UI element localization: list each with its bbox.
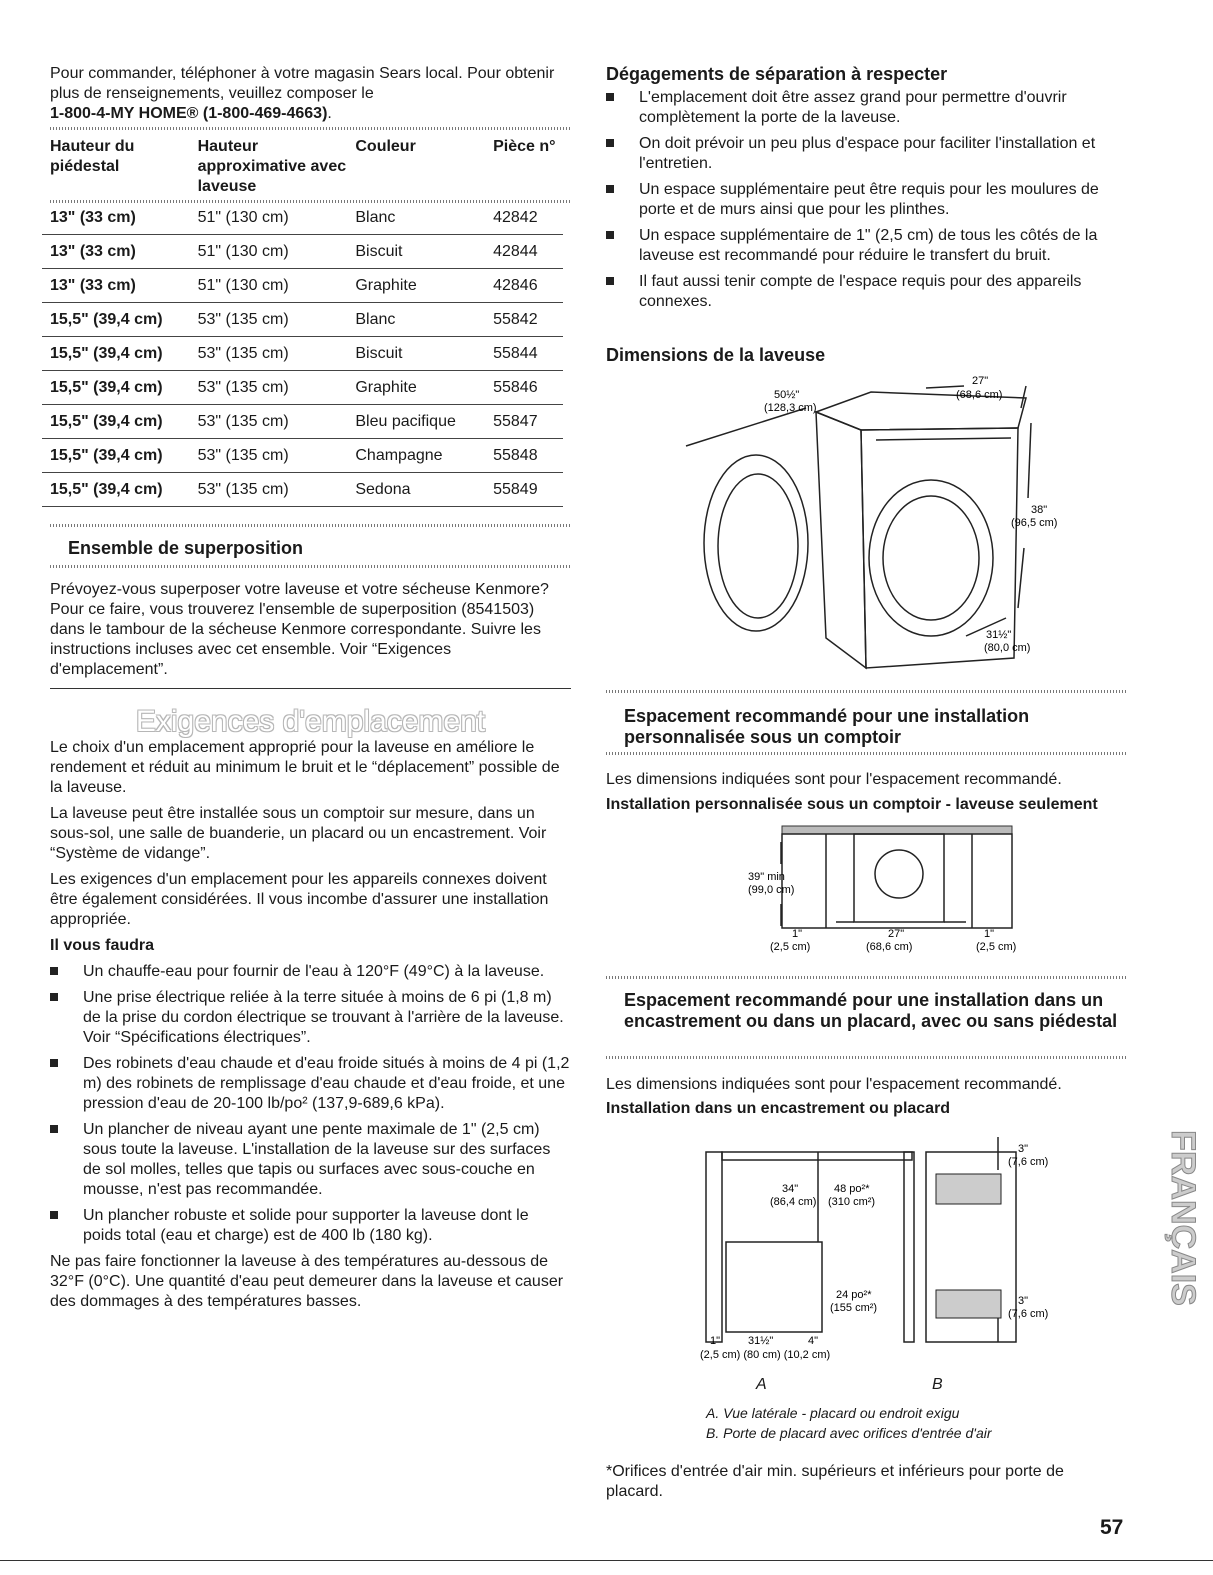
list-item: Un chauffe-eau pour fournir de l'eau à 120°F (49°C) à la laveuse. (50, 962, 570, 982)
list-item: Un plancher robuste et solide pour supporter la laveuse dont le poids total (eau et charge) est de 400 lb (180 kg). (50, 1206, 570, 1246)
table-row (42, 439, 563, 473)
table-row (42, 405, 563, 439)
door-open-label: 50½" (774, 389, 800, 401)
list-item: L'emplacement doit être assez grand pour permettre d'ouvrir complètement la porte de la laveuse. (606, 88, 1121, 128)
table-cell: 51" (130 cm) (190, 201, 348, 235)
width-label: 27" (972, 375, 989, 387)
list-item: On doit prévoir un peu plus d'espace pour faciliter l'installation et l'entretien. (606, 134, 1121, 174)
vent-top-cm: (310 cm²) (828, 1196, 876, 1208)
closet-title: Espacement recommandé pour une installation dans un encastrement ou dans un placard, avec ou sans piédestal (624, 990, 1118, 1031)
location-p3: Les exigences d'un emplacement pour les appareils connexes doivent être également considérées. Il vous incombe d'assurer une installation appropriée. (50, 871, 549, 928)
min-height-cm: (99,0 cm) (748, 884, 795, 896)
table-cell: 53" (135 cm) (190, 303, 348, 337)
open-door (704, 455, 808, 631)
table-cell: Sedona (347, 473, 485, 507)
counter-width-cm: (68,6 cm) (866, 941, 913, 953)
page-number: 57 (1100, 1516, 1124, 1539)
label-a: A (756, 1376, 767, 1393)
table-cell: 55842 (485, 303, 563, 337)
location-p4: Ne pas faire fonctionner la laveuse à des températures au-dessous de 32°F (0°C). Une quantité d'eau peut demeurer dans la laveuse et causer des dommages à des températures basses. (50, 1253, 564, 1310)
height-dim-line-top (1028, 423, 1031, 498)
table-cell: 13" (33 cm) (42, 269, 190, 303)
divider (606, 752, 1127, 755)
table-cell: Blanc (347, 303, 485, 337)
washer-side-view (726, 1242, 822, 1332)
table-cell: 15,5" (39,4 cm) (42, 371, 190, 405)
table-cell: 13" (33 cm) (42, 201, 190, 235)
table-cell: 15,5" (39,4 cm) (42, 439, 190, 473)
label-b: B (932, 1376, 943, 1393)
location-section (50, 738, 570, 1312)
table-cell: 15,5" (39,4 cm) (42, 405, 190, 439)
list-item: Un espace supplémentaire de 1" (2,5 cm) de tous les côtés de la laveuse est recommandé pour réduire le transfert du bruit. (606, 226, 1121, 266)
table-cell: Graphite (347, 269, 485, 303)
list-item: Des robinets d'eau chaude et d'eau froide situés à moins de 4 pi (1,2 m) des robinets de remplissage d'eau chaude et d'eau froide, et une pression d'eau de 20-100 lb/po² (137,9-689,6 kPa). (50, 1054, 570, 1114)
gap-top-cm: (7,6 cm) (1008, 1156, 1049, 1168)
table-cell: 53" (135 cm) (190, 371, 348, 405)
open-door-inner (718, 474, 798, 618)
table-cell: Bleu pacifique (347, 405, 485, 439)
table-cell: Blanc (347, 201, 485, 235)
table-row (42, 269, 563, 303)
side-gap-left: 1" (792, 928, 803, 940)
bottom-rule (0, 1560, 1213, 1561)
table-cell: 55849 (485, 473, 563, 507)
washer-dimensions-diagram (666, 368, 1058, 688)
need-title: Il vous faudra (50, 937, 155, 954)
clearance-list (606, 88, 1121, 318)
list-item: Une prise électrique reliée à la terre située à moins de 6 pi (1,8 m) de la prise du cordon électrique se trouvant à l'arrière de la laveuse. Voir “Spécifications électriques”. (50, 988, 570, 1048)
min-height-label: 39" min (748, 871, 785, 883)
table-cell: 55848 (485, 439, 563, 473)
table-header-row (42, 131, 563, 201)
washer-front-small (854, 834, 944, 922)
col-header: Pièce n° (493, 138, 556, 155)
stacking-title: Ensemble de superposition (68, 538, 304, 558)
closet-note: Les dimensions indiquées sont pour l'espacement recommandé. (606, 1076, 1062, 1093)
order-phone: 1-800-4-MY HOME® (1-800-469-4663) (50, 105, 328, 122)
divider (50, 200, 571, 203)
stacking-text: Prévoyez-vous superposer votre laveuse et votre sécheuse Kenmore? Pour ce faire, vous trouverez l'ensemble de superposition (8541503) dans le tambour de la sécheuse Kenmore correspondante. Suivre les instructions incluses avec cet ensemble. Voir “Exigences d'emplacement”. (50, 581, 549, 678)
caption-a: A. Vue latérale - placard ou endroit exigu (706, 1405, 960, 1421)
divider (50, 688, 571, 689)
list-item: Un espace supplémentaire peut être requis pour les moulures de porte et de murs ainsi que pour les plinthes. (606, 180, 1121, 220)
gap-bottom-cm: (7,6 cm) (1008, 1308, 1049, 1320)
language-side-tab (1152, 1083, 1202, 1353)
height-34: 34" (782, 1183, 799, 1195)
table-cell: 55844 (485, 337, 563, 371)
divider (606, 690, 1127, 693)
side-gap-left-cm: (2,5 cm) (770, 941, 811, 953)
table-row (42, 303, 563, 337)
side-gap-right: 1" (984, 928, 995, 940)
table-cell: 55846 (485, 371, 563, 405)
divider (50, 524, 571, 527)
dimensions-title: Dimensions de la laveuse (606, 345, 826, 365)
washer-door-small (875, 850, 923, 898)
counter-subtitle: Installation personnalisée sous un comptoir - laveuse seulement (606, 796, 1098, 813)
table-row (42, 235, 563, 269)
table-row (42, 371, 563, 405)
table-cell: 53" (135 cm) (190, 337, 348, 371)
height-34-cm: (86,4 cm) (770, 1196, 817, 1208)
gap-bottom: 3" (1018, 1295, 1029, 1307)
order-intro (50, 64, 570, 124)
needs-list (50, 962, 570, 1246)
width-dim-line (926, 386, 964, 388)
counter-width: 27" (888, 928, 905, 940)
bottom-dim-4: 4" (808, 1335, 819, 1347)
table-cell: 15,5" (39,4 cm) (42, 473, 190, 507)
col-header: Hauteur approximative avec laveuse (197, 138, 347, 195)
under-counter-diagram (726, 822, 1026, 962)
table-cell: 55847 (485, 405, 563, 439)
list-item: Il faut aussi tenir compte de l'espace requis pour des appareils connexes. (606, 272, 1121, 312)
bottom-dim-315: 31½" (748, 1335, 774, 1347)
table-row (42, 473, 563, 507)
side-gap-right-cm: (2,5 cm) (976, 941, 1017, 953)
closet-footnote: *Orifices d'entrée d'air min. supérieurs et inférieurs pour porte de placard. (606, 1463, 1064, 1500)
vent-bottom-label: 24 po²* (836, 1289, 872, 1301)
table-cell: 51" (130 cm) (190, 235, 348, 269)
pedestal-table-body (42, 201, 563, 507)
table-cell: 15,5" (39,4 cm) (42, 303, 190, 337)
width-cm: (68,6 cm) (956, 389, 1003, 401)
table-cell: Biscuit (347, 337, 485, 371)
clearance-title: Dégagements de séparation à respecter (606, 64, 948, 84)
side-tab-label: FRANÇAIS (1164, 1130, 1202, 1306)
table-cell: 42846 (485, 269, 563, 303)
bottom-dim-1: 1" (710, 1335, 721, 1347)
table-cell: Biscuit (347, 235, 485, 269)
door-open-cm: (128,3 cm) (764, 402, 817, 414)
vent-bottom (936, 1290, 1001, 1318)
depth-cm: (80,0 cm) (984, 642, 1031, 654)
location-title: Exigences d'emplacement (135, 705, 486, 738)
table-cell: 51" (130 cm) (190, 269, 348, 303)
counter-note: Les dimensions indiquées sont pour l'espacement recommandé. (606, 771, 1062, 788)
washer-side (816, 412, 866, 668)
caption-b: B. Porte de placard avec orifices d'entrée d'air (706, 1425, 992, 1441)
control-panel-line (876, 438, 1011, 440)
table-cell: 53" (135 cm) (190, 405, 348, 439)
pedestal-table (42, 131, 563, 507)
height-label: 38" (1031, 504, 1048, 516)
table-cell: 13" (33 cm) (42, 235, 190, 269)
closet-diagram (686, 1132, 1056, 1372)
vent-top-label: 48 po²* (834, 1183, 870, 1195)
table-row (42, 201, 563, 235)
divider (50, 127, 571, 130)
divider (50, 565, 571, 568)
countertop (782, 826, 1012, 834)
bottom-dim-cm: (2,5 cm) (80 cm) (10,2 cm) (700, 1349, 831, 1361)
counter-title: Espacement recommandé pour une installation personnalisée sous un comptoir (624, 706, 1030, 747)
vent-top (936, 1174, 1001, 1204)
list-item: Un plancher de niveau ayant une pente maximale de 1" (2,5 cm) sous toute la laveuse. L'installation de la laveuse sur des surfaces de sol molles, telles que tapis ou surfaces avec sous-couche en mousse, n'est pas recommandée. (50, 1120, 570, 1200)
location-p1: Le choix d'un emplacement approprié pour la laveuse en améliore le rendement et réduit au minimum le bruit et le “déplacement” possible de la laveuse. (50, 739, 560, 796)
height-dim-line-bot (1018, 548, 1024, 608)
col-header: Hauteur du piédestal (50, 138, 135, 175)
table-cell: 53" (135 cm) (190, 439, 348, 473)
table-cell: 42844 (485, 235, 563, 269)
washer-door-window (883, 496, 979, 620)
divider (606, 1056, 1127, 1059)
col-header: Couleur (355, 138, 416, 155)
depth-label: 31½" (986, 629, 1012, 641)
order-intro-text: Pour commander, téléphoner à votre magasin Sears local. Pour obtenir plus de renseignements, veuillez composer le (50, 65, 555, 102)
divider (606, 976, 1127, 979)
table-cell: 53" (135 cm) (190, 473, 348, 507)
closet-wall (706, 1152, 722, 1342)
table-cell: 42842 (485, 201, 563, 235)
table-cell: 15,5" (39,4 cm) (42, 337, 190, 371)
height-cm: (96,5 cm) (1011, 517, 1058, 529)
cabinet-frame (782, 834, 1012, 928)
closet-shelf (722, 1152, 912, 1160)
closet-door-edge (904, 1152, 914, 1342)
order-phone-end: . (327, 105, 332, 122)
closet-subtitle: Installation dans un encastrement ou placard (606, 1100, 951, 1117)
vent-bottom-cm: (155 cm²) (830, 1302, 878, 1314)
location-p2: La laveuse peut être installée sous un comptoir sur mesure, dans un sous-sol, une salle de buanderie, un placard ou un encastrement. Voir “Système de vidange”. (50, 805, 547, 862)
washer-door-ring (869, 480, 993, 636)
table-cell: Champagne (347, 439, 485, 473)
table-row (42, 337, 563, 371)
table-cell: Graphite (347, 371, 485, 405)
gap-top: 3" (1018, 1143, 1029, 1155)
